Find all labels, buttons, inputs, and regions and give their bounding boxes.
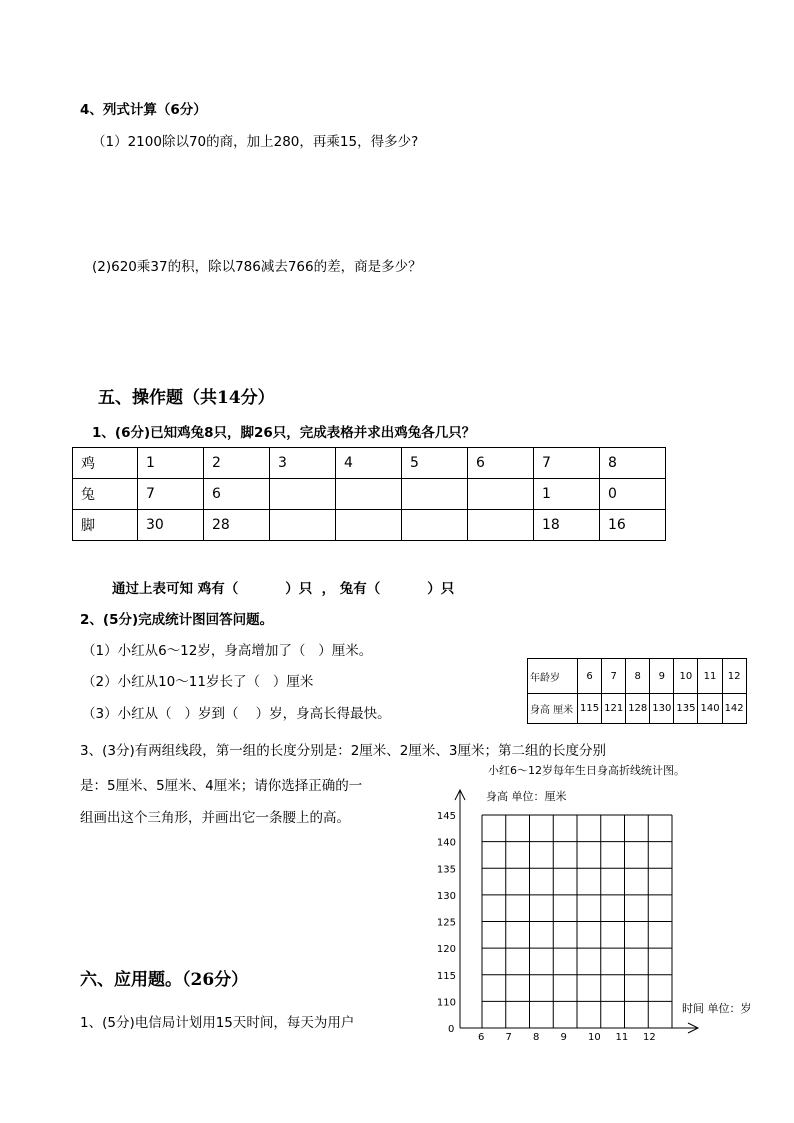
- y-tick-label: 135: [436, 864, 456, 876]
- height-cell: 121: [602, 694, 626, 724]
- sec5-q3-line2: 是：5厘米、5厘米、4厘米；请你选择正确的一: [80, 778, 363, 794]
- table-cell: 4: [336, 448, 402, 479]
- y-tick-label: 125: [436, 917, 456, 929]
- table-cell[interactable]: [402, 510, 468, 541]
- table-cell: 1: [138, 448, 204, 479]
- y-axis-label: 身高 单位：厘米: [486, 790, 567, 803]
- table-cell: 0: [600, 479, 666, 510]
- table-cell[interactable]: [468, 479, 534, 510]
- sec5-q1: 1、(6分)已知鸡兔8只，脚26只，完成表格并求出鸡兔各几只？: [92, 425, 476, 441]
- table-cell: 8: [600, 448, 666, 479]
- table-cell: 18: [534, 510, 600, 541]
- y-tick-label: 110: [436, 997, 456, 1009]
- table-cell: 30: [138, 510, 204, 541]
- age-header: 年龄岁: [528, 659, 578, 694]
- height-cell: 142: [722, 694, 746, 724]
- table-row: [73, 479, 666, 510]
- table-cell[interactable]: [270, 510, 336, 541]
- height-cell: 140: [698, 694, 722, 724]
- sec5-q2: 2、(5分)完成统计图回答问题。: [80, 612, 274, 628]
- table-cell: 5: [402, 448, 468, 479]
- height-cell: 135: [674, 694, 698, 724]
- sec6-q1: 1、(5分)电信局计划用15天时间，每天为用户: [80, 1015, 355, 1031]
- table-cell: 7: [534, 448, 600, 479]
- table-cell: 2: [204, 448, 270, 479]
- table-cell: 3: [270, 448, 336, 479]
- table-cell: 28: [204, 510, 270, 541]
- sec5-q3-line3: 组画出这个三角形，并画出它一条腰上的高。: [80, 810, 350, 826]
- row-label: 脚: [73, 510, 138, 541]
- y-tick-label: 145: [436, 811, 456, 822]
- table-cell: 6: [204, 479, 270, 510]
- table-cell[interactable]: [336, 479, 402, 510]
- x-tick-label: 9: [560, 1032, 567, 1043]
- answer-line: 通过上表可知 鸡有（ ）只 ， 兔有（ ）只: [112, 581, 455, 597]
- sec5-q2-part1: （1）小红从6～12岁，身高增加了（ ）厘米。: [82, 643, 373, 659]
- y-tick-label: 130: [436, 890, 456, 902]
- table-row: [73, 510, 666, 541]
- age-cell: 11: [698, 659, 722, 694]
- x-axis-label: 时间 单位：岁: [682, 1002, 752, 1015]
- age-cell: 6: [578, 659, 602, 694]
- height-header: 身高 厘米: [528, 694, 578, 724]
- x-tick-label: 6: [478, 1032, 485, 1043]
- table-row: [73, 448, 666, 479]
- table-cell: 16: [600, 510, 666, 541]
- row-label: 鸡: [73, 448, 138, 479]
- table-cell[interactable]: [402, 479, 468, 510]
- x-tick-label: 8: [533, 1032, 540, 1043]
- age-cell: 9: [650, 659, 674, 694]
- q4-part2: (2)620乘37的积，除以786减去766的差，商是多少？: [92, 259, 422, 275]
- height-line-chart: [420, 780, 780, 1050]
- x-tick-label: 11: [615, 1032, 629, 1043]
- table-cell: 6: [468, 448, 534, 479]
- y-tick-label: 140: [436, 837, 456, 849]
- table-row: [528, 659, 747, 694]
- sec5-q2-part3: （3）小红从（ ）岁到（ ）岁，身高长得最快。: [82, 706, 391, 722]
- q4-title: 4、列式计算（6分）: [80, 102, 207, 118]
- origin-label: 0: [448, 1024, 455, 1035]
- sec5-q3-line1: 3、(3分)有两组线段，第一组的长度分别是：2厘米、2厘米、3厘米；第二组的长度分别: [80, 743, 606, 759]
- y-tick-label: 120: [436, 944, 456, 956]
- row-label: 兔: [73, 479, 138, 510]
- section5-title: 五、操作题（共14分）: [98, 388, 275, 408]
- age-cell: 12: [722, 659, 746, 694]
- age-cell: 10: [674, 659, 698, 694]
- age-cell: 7: [602, 659, 626, 694]
- chicken-rabbit-table: [72, 447, 666, 541]
- table-row: [528, 694, 747, 724]
- age-cell: 8: [626, 659, 650, 694]
- x-tick-label: 12: [643, 1032, 656, 1043]
- table-cell[interactable]: [336, 510, 402, 541]
- x-tick-label: 10: [588, 1032, 601, 1043]
- table-cell: 7: [138, 479, 204, 510]
- table-cell[interactable]: [270, 479, 336, 510]
- y-tick-label: 115: [436, 970, 456, 982]
- table-cell[interactable]: [468, 510, 534, 541]
- table-cell: 1: [534, 479, 600, 510]
- height-cell: 128: [626, 694, 650, 724]
- chart-title: 小红6～12岁每年生日身高折线统计图。: [488, 764, 685, 777]
- sec5-q2-part2: （2）小红从10～11岁长了（ ）厘米: [82, 674, 314, 690]
- height-cell: 130: [650, 694, 674, 724]
- height-cell: 115: [578, 694, 602, 724]
- section6-title: 六、应用题。（26分）: [80, 970, 249, 990]
- q4-part1: （1）2100除以70的商，加上280，再乘15，得多少?: [92, 134, 419, 150]
- x-tick-label: 7: [505, 1032, 512, 1043]
- age-height-table: [527, 658, 747, 724]
